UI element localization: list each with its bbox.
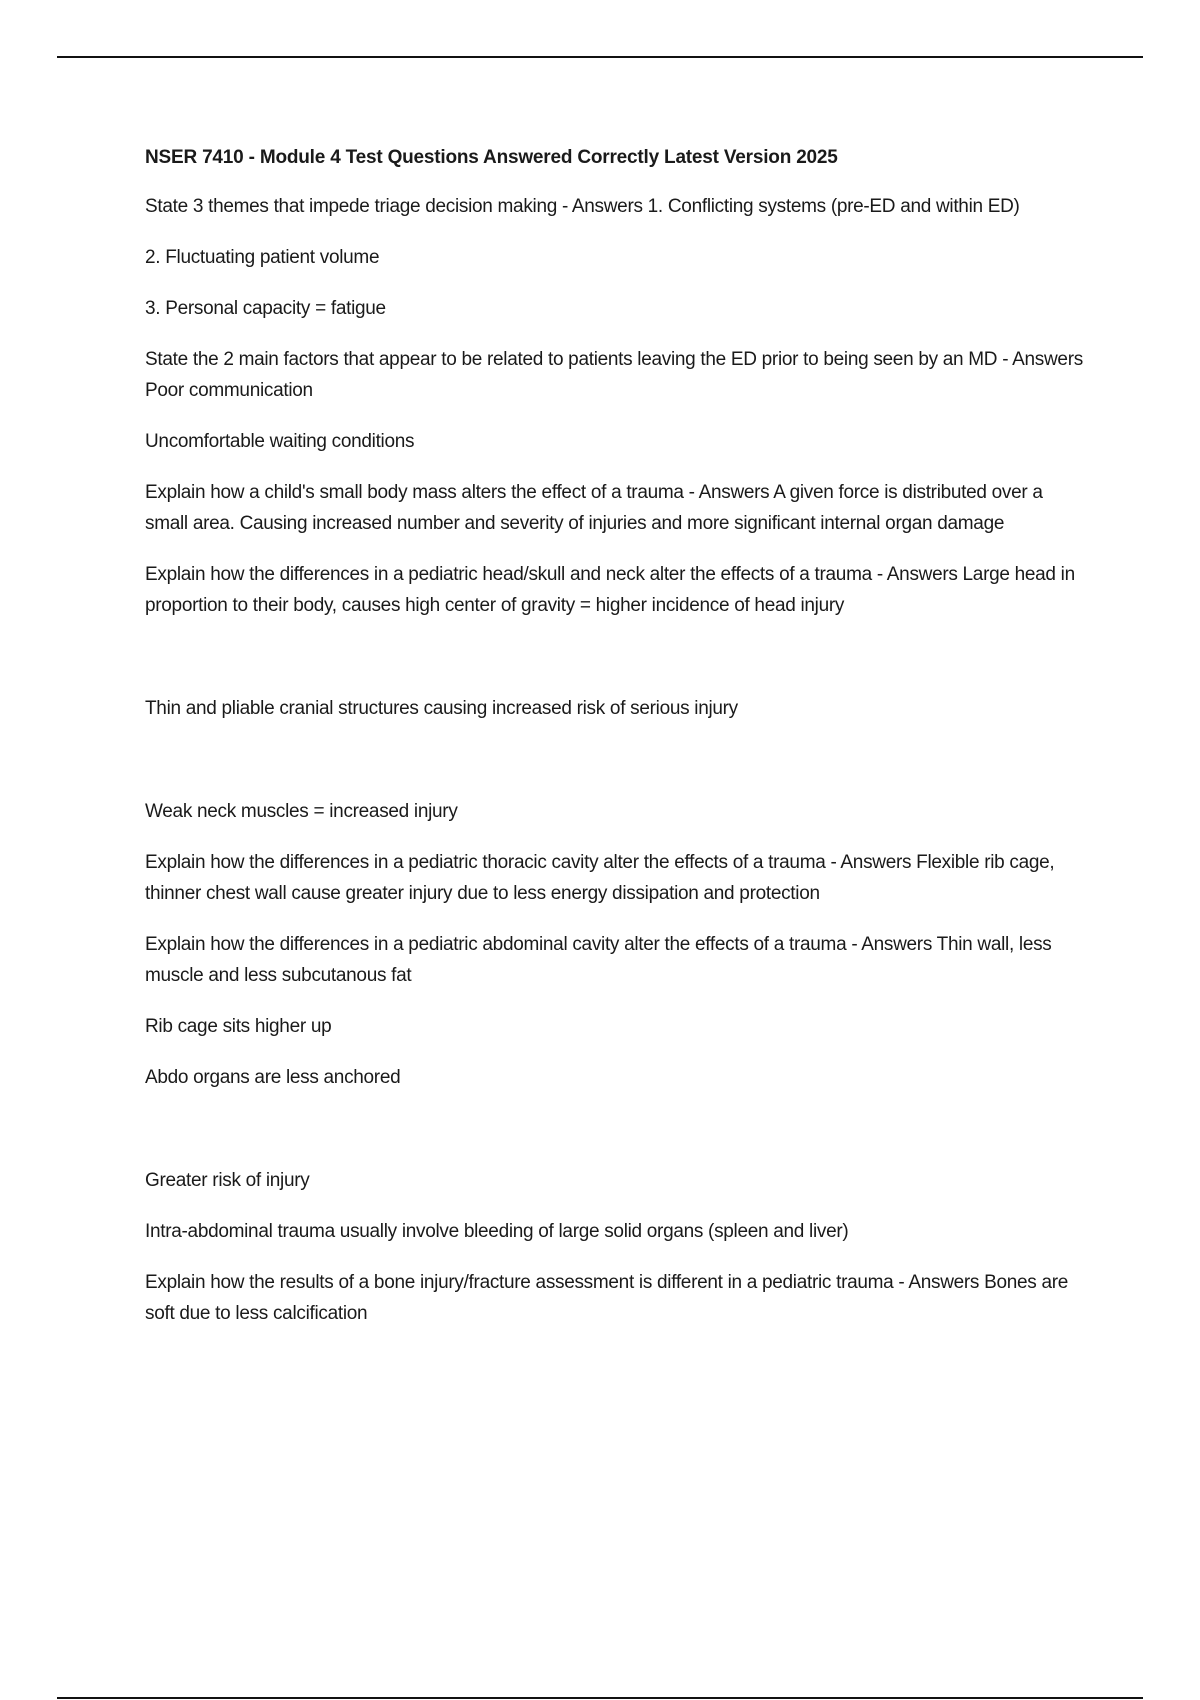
paragraph: Intra-abdominal trauma usually involve bleeding of large solid organs (spleen and liver) [145, 1221, 849, 1242]
paragraph: 2. Fluctuating patient volume [145, 247, 380, 268]
paragraph: Greater risk of injury [145, 1170, 310, 1191]
paragraph: Thin and pliable cranial structures causing increased risk of serious injury [145, 698, 738, 719]
paragraph: Explain how the differences in a pediatric head/skull and neck alter the effects of a trauma - Answers Large head in proportion to their body, causes high center of gravity = higher incidence of head injury [145, 564, 1075, 616]
bottom-rule [57, 1697, 1143, 1699]
paragraph: State the 2 main factors that appear to be related to patients leaving the ED prior to being seen by an MD - Answers Poor communication [145, 349, 1083, 401]
paragraph: Weak neck muscles = increased injury [145, 801, 458, 822]
paragraph: Abdo organs are less anchored [145, 1067, 401, 1088]
paragraph: Explain how the differences in a pediatric abdominal cavity alter the effects of a trauma - Answers Thin wall, less muscle and less subcutanous fat [145, 934, 1052, 986]
paragraph: 3. Personal capacity = fatigue [145, 298, 386, 319]
paragraph: Explain how the results of a bone injury/fracture assessment is different in a pediatric trauma - Answers Bones are soft due to less calcification [145, 1272, 1069, 1324]
paragraph: Uncomfortable waiting conditions [145, 431, 415, 452]
document-title: NSER 7410 - Module 4 Test Questions Answered Correctly Latest Version 2025 [145, 147, 838, 168]
paragraph: Explain how a child's small body mass alters the effect of a trauma - Answers A given force is distributed over a small area. Causing increased number and severity of injuries and more significant internal organ damage [145, 482, 1043, 534]
paragraph: Explain how the differences in a pediatric thoracic cavity alter the effects of a trauma - Answers Flexible rib cage, thinner chest wall cause greater injury due to less energy dissipation and protection [145, 852, 1055, 904]
paragraph: Rib cage sits higher up [145, 1016, 332, 1037]
paragraph: State 3 themes that impede triage decision making - Answers 1. Conflicting systems (pre-ED and within ED) [145, 196, 1020, 217]
document-page [145, 146, 1085, 1349]
top-rule [57, 56, 1143, 58]
